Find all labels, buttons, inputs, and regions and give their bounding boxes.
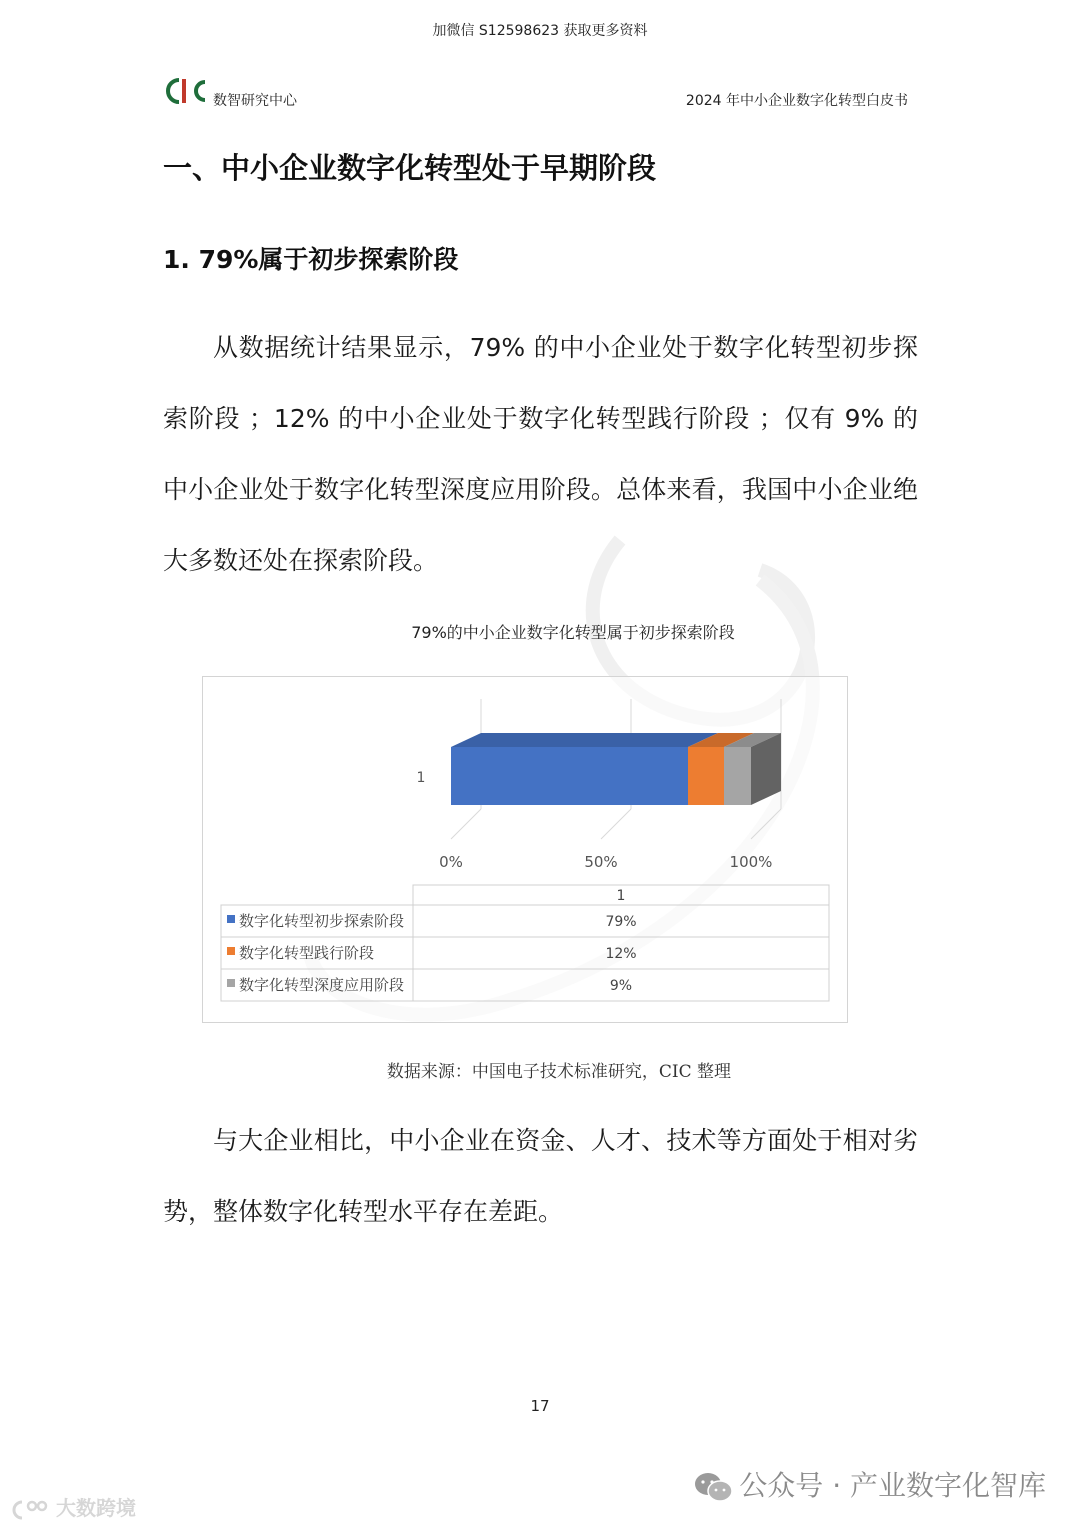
x-tick-label: 100% bbox=[729, 853, 773, 871]
wechat-watermark-text: 公众号 · 产业数字化智库 bbox=[739, 1469, 1046, 1502]
x-tick-label: 0% bbox=[439, 853, 463, 871]
legend-swatch bbox=[227, 915, 235, 923]
data-source: 数据来源：中国电子技术标准研究，CIC 整理 bbox=[386, 1062, 732, 1082]
paragraph-1 bbox=[163, 312, 918, 596]
stacked-bar-chart bbox=[203, 677, 847, 1022]
legend-label: 数字化转型初步探索阶段 bbox=[239, 912, 405, 930]
paragraph-2 bbox=[163, 1105, 918, 1247]
bar-segment-2 bbox=[724, 747, 751, 805]
brand-watermark-text: 大数跨境 bbox=[56, 1496, 136, 1520]
paragraph-2-text: 与大企业相比，中小企业在资金、人才、技术等方面处于相对劣势，整体数字化转型水平存在差距。 bbox=[163, 1126, 918, 1226]
gridline-floor-0 bbox=[451, 809, 481, 839]
wechat-icon bbox=[693, 1471, 733, 1503]
legend-swatch bbox=[227, 947, 235, 955]
legend-label: 数字化转型践行阶段 bbox=[239, 944, 375, 962]
y-category-label: 1 bbox=[416, 770, 426, 786]
legend-label: 数字化转型深度应用阶段 bbox=[239, 976, 405, 994]
paragraph-1-text: 从数据统计结果显示，79% 的中小企业处于数字化转型初步探索阶段 ；12% 的中小企业处于数字化转型践行阶段 ；仅有 9% 的中小企业处于数字化转型深度应用阶段。总体来看，我国中小企业绝大多数还处在探索阶段。 bbox=[163, 333, 918, 575]
chart-title: 79%的中小企业数字化转型属于初步探索阶段 bbox=[411, 623, 735, 642]
top-note: 加微信 S12598623 获取更多资料 bbox=[432, 23, 648, 39]
subsection-heading: 1. 79%属于初步探索阶段 bbox=[163, 245, 459, 274]
bar-segment-0 bbox=[451, 747, 688, 805]
bar-segment-1 bbox=[688, 747, 724, 805]
gridline-floor-2 bbox=[751, 809, 781, 839]
gridline-floor-1 bbox=[601, 809, 631, 839]
brand-logo-icon bbox=[10, 1498, 50, 1522]
legend-swatch bbox=[227, 979, 235, 987]
org-name: 数智研究中心 bbox=[213, 93, 297, 109]
table-value: 12% bbox=[605, 946, 637, 962]
chart-container bbox=[202, 676, 848, 1023]
table-value: 79% bbox=[605, 914, 637, 930]
table-column-header: 1 bbox=[616, 888, 626, 904]
section-heading: 一、中小企业数字化转型处于早期阶段 bbox=[163, 151, 657, 185]
brand-watermark bbox=[10, 1492, 136, 1522]
x-tick-label: 50% bbox=[584, 853, 618, 871]
wechat-watermark bbox=[693, 1464, 1046, 1504]
doc-title: 2024 年中小企业数字化转型白皮书 bbox=[685, 93, 908, 109]
table-value: 9% bbox=[609, 978, 633, 994]
bar-segment-top-0 bbox=[451, 733, 718, 747]
page-number: 17 bbox=[530, 1397, 550, 1415]
cic-logo bbox=[163, 76, 211, 106]
